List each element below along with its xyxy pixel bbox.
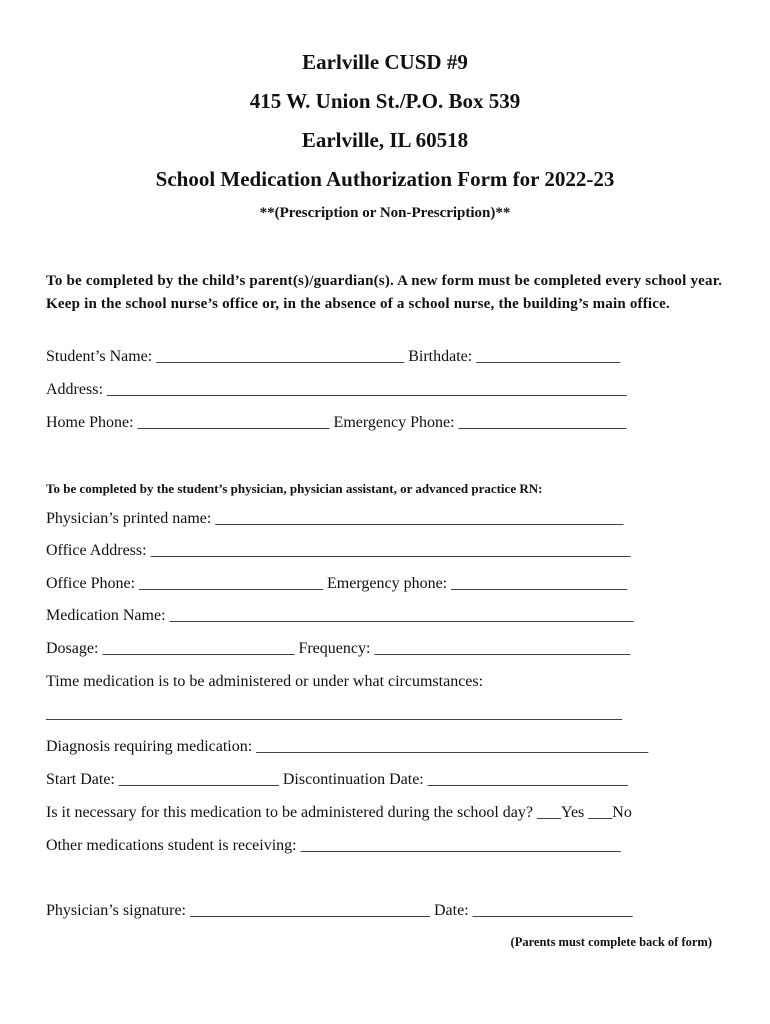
physician-name-row (46, 510, 623, 528)
medication-name-label: Medication Name: (46, 607, 166, 624)
time-field-row (46, 705, 622, 723)
physician-instructions: To be completed by the student’s physician, physician assistant, or advanced practice RN: (46, 481, 543, 496)
diagnosis-label: Diagnosis requiring medication: (46, 738, 253, 755)
signature-date-label: Date: (433, 902, 469, 919)
medication-name-row (46, 607, 634, 625)
diagnosis-field[interactable]: _________________________________________________ (256, 738, 649, 755)
phone-row (46, 414, 627, 432)
frequency-field[interactable]: ________________________________ (374, 640, 631, 657)
start-date-label: Start Date: (46, 771, 115, 788)
diagnosis-row (46, 738, 648, 756)
necessity-question: Is it necessary for this medication to be administered during the school day? (46, 804, 533, 821)
emergency-phone-field[interactable]: _____________________ (458, 414, 627, 431)
address-row (46, 381, 627, 399)
no-field[interactable]: ___ (588, 804, 613, 821)
other-medications-label: Other medications student is receiving: (46, 837, 297, 854)
office-phone-row (46, 575, 627, 593)
physician-printed-name-field[interactable]: ___________________________________________________ (215, 510, 624, 527)
home-phone-label: Home Phone: (46, 414, 134, 431)
time-label-row (46, 673, 483, 691)
address-label: Address: (46, 381, 103, 398)
physician-emergency-phone-label: Emergency phone: (327, 575, 448, 592)
frequency-label: Frequency: (298, 640, 371, 657)
start-date-field[interactable]: ____________________ (118, 771, 279, 788)
district-name: Earlville CUSD #9 (302, 50, 468, 74)
district-city: Earlville, IL 60518 (301, 128, 469, 152)
home-phone-field[interactable]: ________________________ (137, 414, 330, 431)
office-address-field[interactable]: ____________________________________________________________ (150, 542, 631, 559)
medication-name-field[interactable]: __________________________________________________________ (169, 607, 634, 624)
no-label: No (612, 804, 632, 821)
back-of-form-note: (Parents must complete back of form) (510, 935, 712, 949)
office-phone-field[interactable]: _______________________ (139, 575, 324, 592)
time-administered-label: Time medication is to be administered or under what circumstances: (46, 673, 484, 690)
address-field[interactable]: _________________________________________________________________ (106, 381, 627, 398)
emergency-phone-label: Emergency Phone: (333, 414, 455, 431)
dates-row (46, 771, 628, 789)
signature-row (46, 902, 633, 920)
student-name-label: Student’s Name: (46, 348, 153, 365)
office-phone-label: Office Phone: (46, 575, 136, 592)
discontinuation-date-field[interactable]: _________________________ (427, 771, 628, 788)
student-name-row (46, 348, 620, 366)
physician-emergency-phone-field[interactable]: ______________________ (451, 575, 628, 592)
student-name-field[interactable]: _______________________________ (156, 348, 405, 365)
yes-field[interactable]: ___ (536, 804, 561, 821)
necessity-row (46, 804, 632, 822)
yes-label: Yes (560, 804, 585, 821)
physician-printed-name-label: Physician’s printed name: (46, 510, 212, 527)
form-title: School Medication Authorization Form for 2022-23 (155, 167, 615, 191)
office-address-row (46, 542, 631, 560)
district-street-address: 415 W. Union St./P.O. Box 539 (249, 89, 521, 113)
physician-signature-label: Physician’s signature: (46, 902, 186, 919)
dosage-row (46, 640, 630, 658)
dosage-label: Dosage: (46, 640, 99, 657)
discontinuation-date-label: Discontinuation Date: (282, 771, 424, 788)
birthdate-label: Birthdate: (408, 348, 473, 365)
other-medications-row (46, 837, 621, 855)
birthdate-field[interactable]: __________________ (476, 348, 621, 365)
dosage-field[interactable]: ________________________ (102, 640, 295, 657)
time-administered-field[interactable]: ________________________________________________________________________ (46, 705, 622, 722)
office-address-label: Office Address: (46, 542, 147, 559)
other-medications-field[interactable]: ________________________________________ (300, 837, 621, 854)
signature-date-field[interactable]: ____________________ (472, 902, 633, 919)
parent-instructions: To be completed by the child’s parent(s)/guardian(s). A new form must be completed every school year. Keep in the school nurse’s office or, in the absence of a school nurse, the building’s main office. (46, 273, 723, 312)
form-subtitle: **(Prescription or Non-Prescription)** (259, 205, 511, 221)
physician-signature-field[interactable]: ______________________________ (189, 902, 430, 919)
